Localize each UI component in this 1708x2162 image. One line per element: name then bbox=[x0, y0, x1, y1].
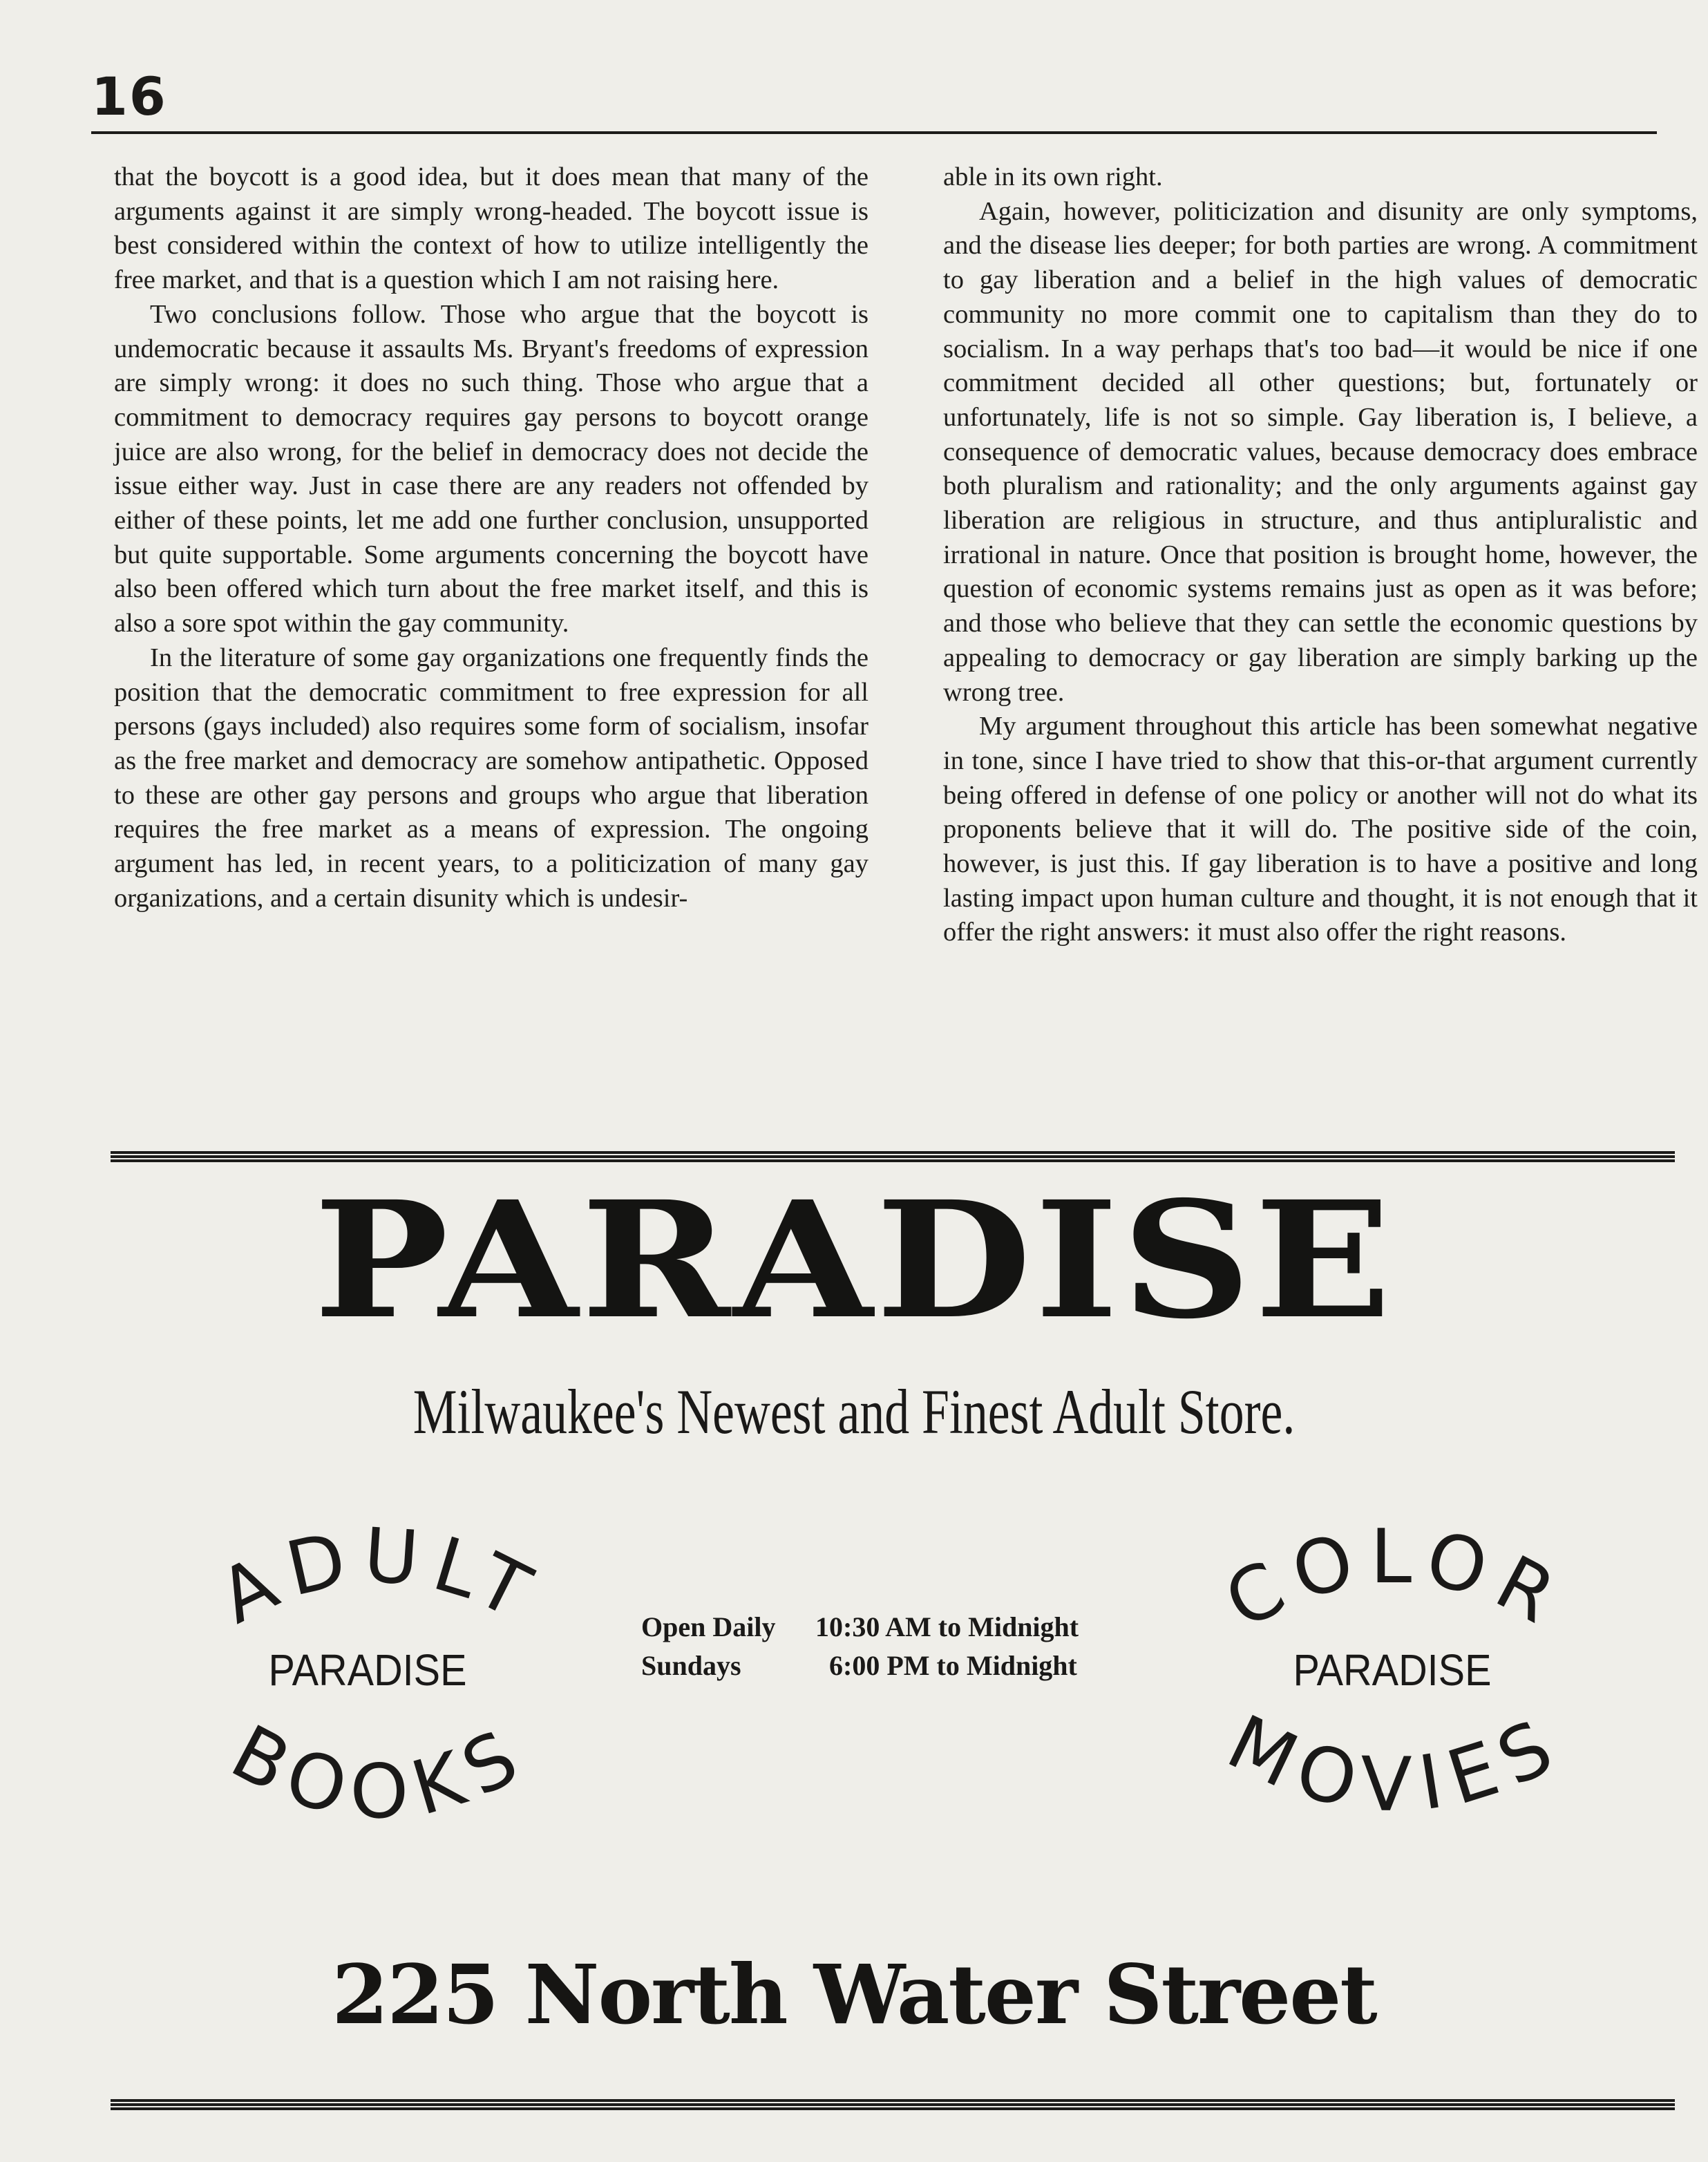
article-column-left bbox=[114, 160, 869, 916]
article-paragraph: Two conclusions follow. Those who argue that the boycott is undemocratic because it assaults Ms. Bryant's freedoms of expression are simply wrong: it does no such thing. Those who argue that a commitment to democracy requires gay persons to boycott orange juice are also wrong, for the belief in democracy does not decide the issue either way. Just in case there are any readers not offended by either of these points, let me add one further conclusion, unsupported but quite supportable. Some arguments concerning the boycott have also been offered which turn about the free market itself, and this is also a sore spot within the gay community. bbox=[114, 299, 869, 638]
store-hours bbox=[641, 1608, 1079, 1685]
page-number: 16 bbox=[91, 66, 167, 127]
advertisement-top-rule bbox=[111, 1151, 1675, 1162]
hours-time: 6:00 PM to Midnight bbox=[815, 1650, 1077, 1681]
article-paragraph: Again, however, politicization and disunity are only symptoms, and the disease lies deeper; for both parties are wrong. A commitment to gay liberation and a belief in the high values of democratic community no more commit one to capitalism than they do to socialism. In a way perhaps that's too bad—it would be nice if one commitment decided all other questions; but, fortunately or unfortunately, life is not so simple. Gay liberation is, I believe, a consequence of democratic values, because democracy does embrace both pluralism and rationality; and the only arguments against gay liberation are religious in structure, and thus antipluralistic and irrational in nature. Once that position is brought home, however, the question of economic systems remains just as open as it was before; and those who believe that they can settle the economic questions by appealing to democracy or gay liberation are simply barking up the wrong tree. bbox=[943, 196, 1698, 707]
movies-arc bbox=[1175, 1698, 1617, 1886]
svg-text:MOVIES bbox=[1215, 1699, 1577, 1829]
article-paragraph: able in its own right. bbox=[943, 162, 1163, 191]
hours-row bbox=[641, 1647, 1079, 1685]
article-paragraph: In the literature of some gay organizations one frequently finds the position that the democratic commitment to free expression for all persons (gays included) also requires some form of socialism, insofar as the free market and democracy are somehow antipathetic. Opposed to these are other gay persons and groups who argue that liberation requires the free market as a means of expression. The ongoing argument has led, in recent years, to a politicization of many gay organizations, and a certain disunity which is undesir- bbox=[114, 643, 869, 913]
article-column-right bbox=[943, 160, 1698, 950]
svg-text:ADULT bbox=[207, 1513, 554, 1641]
article-paragraph: that the boycott is a good idea, but it does mean that many of the arguments against it are simply wrong-headed. The boycott issue is best considered within the context of how to utilize intelligently the free market, and that is a question which I am not raising here. bbox=[114, 162, 869, 295]
hours-row bbox=[641, 1608, 1079, 1647]
svg-text:COLOR bbox=[1212, 1514, 1579, 1646]
ad-tagline: Milwaukee's Newest and Finest Adult Store. bbox=[412, 1376, 1296, 1447]
left-block-paradise: PARADISE bbox=[268, 1645, 467, 1695]
hours-time: 10:30 AM to Midnight bbox=[815, 1611, 1079, 1642]
header-rule bbox=[91, 131, 1657, 134]
article-paragraph: My argument throughout this article has been somewhat negative in tone, since I have tried to show that this-or-that argument currently being offered in defense of one policy or another will not do what its proponents believe that it will do. The positive side of the coin, however, is just this. If gay liberation is to have a positive and long lasting impact upon human culture and thought, it is not enough that it offer the right answers: it must also offer the right reasons. bbox=[943, 712, 1698, 947]
books-arc-text: BOOKS bbox=[218, 1709, 542, 1837]
ad-title: PARADISE bbox=[313, 1166, 1395, 1354]
color-arc-text: COLOR bbox=[1211, 1513, 1580, 1647]
hours-day: Open Daily bbox=[641, 1611, 776, 1642]
adult-arc-text: ADULT bbox=[206, 1512, 554, 1641]
advertisement-bottom-rule bbox=[111, 2099, 1675, 2110]
hours-day: Sundays bbox=[641, 1650, 741, 1681]
right-block-paradise: PARADISE bbox=[1293, 1645, 1492, 1695]
svg-text:BOOKS bbox=[218, 1709, 542, 1836]
store-address: 225 North Water Street bbox=[332, 1946, 1376, 2042]
books-arc bbox=[187, 1709, 573, 1893]
movies-arc-text: MOVIES bbox=[1215, 1698, 1577, 1829]
